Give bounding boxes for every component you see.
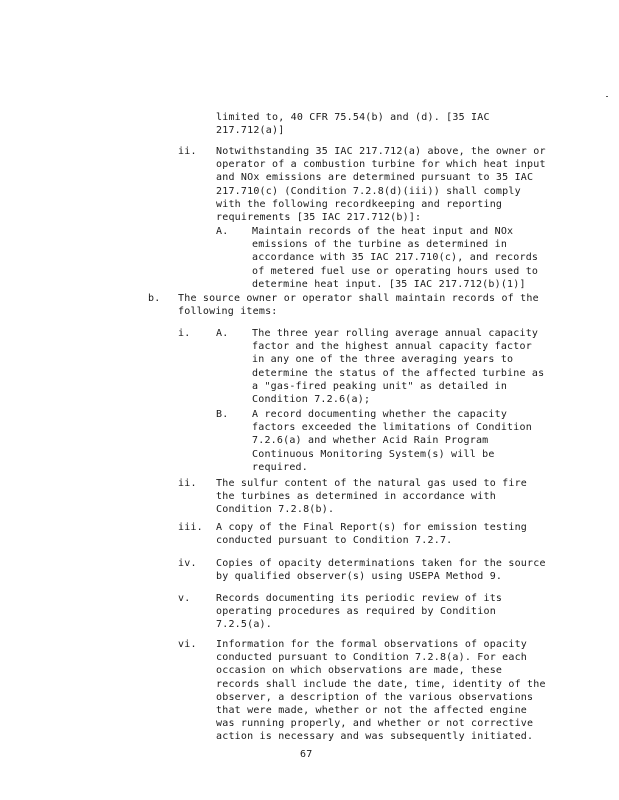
item-number: vi. <box>178 639 197 650</box>
item-number: B. <box>216 409 229 420</box>
text-line: conducted pursuant to Condition 7.2.8(a). For each <box>216 652 528 664</box>
item-paragraph <box>252 327 544 406</box>
text-line: was running properly, and whether or not corrective <box>216 718 534 730</box>
text-line: of metered fuel use or operating hours used to <box>252 265 539 277</box>
item-paragraph <box>252 225 538 291</box>
text-line: requirements [35 IAC 217.712(b)]: <box>216 212 422 224</box>
text-line: emissions of the turbine as determined in <box>252 239 508 251</box>
text-line: that were made, whether or not the affected engine <box>216 705 528 717</box>
item-paragraph <box>216 557 546 583</box>
scan-speck <box>606 96 608 97</box>
text-line: determine heat input. [35 IAC 217.712(b)(1)] <box>252 278 526 290</box>
text-line: action is necessary and was subsequently initiated. <box>216 731 534 743</box>
text-line: Continuous Monitoring System(s) will be <box>252 448 495 460</box>
item-number: i. <box>178 328 191 339</box>
text-line: 217.712(a)] <box>216 125 285 137</box>
text-line: the turbines as determined in accordance with <box>216 491 496 503</box>
text-line: with the following recordkeeping and reporting <box>216 198 503 210</box>
text-line: operating procedures as required by Condition <box>216 606 496 618</box>
item-number: ii. <box>178 478 197 489</box>
text-line: in any one of the three averaging years to <box>252 354 514 366</box>
text-line: factors exceeded the limitations of Condition <box>252 422 532 434</box>
item-number: v. <box>178 593 191 604</box>
item-paragraph <box>216 145 546 224</box>
text-line: operator of a combustion turbine for which heat input <box>216 159 546 171</box>
text-line: and NOx emissions are determined pursuant to 35 IAC <box>216 172 534 184</box>
text-line: Condition 7.2.6(a); <box>252 394 371 406</box>
text-line: Information for the formal observations of opacity <box>216 639 528 650</box>
item-paragraph <box>178 292 539 318</box>
item-paragraph <box>216 638 546 744</box>
text-line: occasion on which observations are made, these <box>216 665 503 677</box>
text-line: 217.710(c) (Condition 7.2.8(d)(iii)) shall comply <box>216 185 521 197</box>
item-number: iv. <box>178 558 197 569</box>
text-line: The sulfur content of the natural gas used to fire <box>216 478 528 489</box>
text-line: accordance with 35 IAC 217.710(c), and records <box>252 252 539 264</box>
text-line: by qualified observer(s) using USEPA Method 9. <box>216 571 503 583</box>
item-number: iii. <box>178 522 203 533</box>
item-paragraph <box>216 477 527 517</box>
page-number: 67 <box>300 749 313 760</box>
text-line: observer, a description of the various observations <box>216 691 534 703</box>
text-line: A record documenting whether the capacity <box>252 409 508 420</box>
text-line: required. <box>252 461 308 473</box>
text-line: 7.2.5(a). <box>216 619 272 631</box>
text-line: limited to, 40 CFR 75.54(b) and (d). [35 IAC <box>216 112 490 123</box>
item-paragraph <box>216 592 502 632</box>
text-line: factor and the highest annual capacity factor <box>252 341 532 353</box>
text-line: Notwithstanding 35 IAC 217.712(a) above, the owner or <box>216 146 546 157</box>
text-line: The source owner or operator shall maintain records of the <box>178 293 539 304</box>
text-line: Copies of opacity determinations taken for the source <box>216 558 546 569</box>
text-line: a "gas-fired peaking unit" as detailed in <box>252 380 508 392</box>
continued-paragraph <box>216 111 490 137</box>
item-paragraph <box>252 408 532 474</box>
item-number: A. <box>216 226 229 237</box>
text-line: Records documenting its periodic review of its <box>216 593 503 604</box>
item-number: A. <box>216 328 229 339</box>
text-line: The three year rolling average annual capacity <box>252 328 539 339</box>
text-line: Maintain records of the heat input and NOx <box>252 226 514 237</box>
item-number: b. <box>148 293 161 304</box>
text-line: Condition 7.2.8(b). <box>216 504 335 516</box>
item-number: ii. <box>178 146 197 157</box>
text-line: records shall include the date, time, identity of the <box>216 678 546 690</box>
text-line: conducted pursuant to Condition 7.2.7. <box>216 535 453 547</box>
item-paragraph <box>216 521 527 547</box>
text-line: following items: <box>178 306 278 318</box>
text-line: determine the status of the affected turbine as <box>252 367 545 379</box>
text-line: 7.2.6(a) and whether Acid Rain Program <box>252 435 489 447</box>
text-line: A copy of the Final Report(s) for emission testing <box>216 522 528 533</box>
